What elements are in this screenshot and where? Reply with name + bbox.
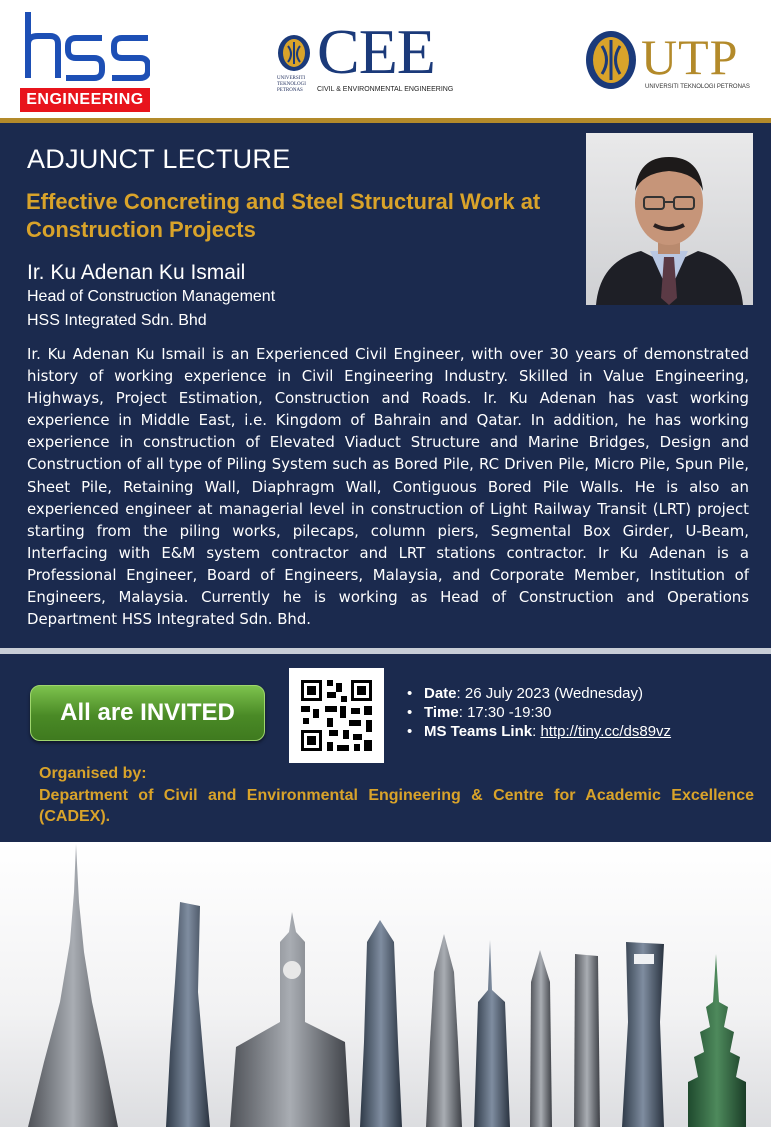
slim-tower-building <box>530 950 552 1127</box>
skyscrapers-illustration <box>0 842 771 1127</box>
event-date: • Date: 26 July 2023 (Wednesday) <box>404 684 671 703</box>
organisers: Department of Civil and Environmental Engineering & Centre for Academic Excellence (CADEX). <box>39 787 754 825</box>
utp-logo <box>585 30 765 92</box>
speaker-name: Ir. Ku Adenan Ku Ismail <box>27 261 246 284</box>
invitation-panel <box>0 654 771 842</box>
all-are-invited-button[interactable]: All are INVITED <box>30 685 265 741</box>
speaker-role: Head of Construction Management <box>27 288 276 305</box>
cee-wordmark: CEE <box>317 16 435 87</box>
hss-wordmark-icon <box>20 6 150 84</box>
burj-khalifa-building <box>28 844 118 1127</box>
wfc-building <box>622 942 664 1127</box>
gold-divider <box>0 118 771 123</box>
lecture-topic: Effective Concreting and Steel Structural Work at Construction Projects <box>26 189 541 242</box>
page-title: ADJUNCT LECTURE <box>27 144 291 174</box>
lotte-tower-building <box>426 934 462 1127</box>
event-time: • Time: 17:30 -19:30 <box>404 703 671 722</box>
hss-engineering-label: ENGINEERING <box>20 88 150 112</box>
shanghai-tower-building <box>166 902 210 1127</box>
one-wtc-building <box>474 940 510 1127</box>
ms-teams-link[interactable]: http://tiny.cc/ds89vz <box>540 723 672 740</box>
ping-an-building <box>360 920 402 1127</box>
speaker-portrait-icon <box>586 133 753 305</box>
clock-tower-building <box>230 912 350 1127</box>
skyline-image <box>0 842 771 1127</box>
event-link: • MS Teams Link: http://tiny.cc/ds89vz <box>404 722 671 741</box>
header <box>0 0 771 118</box>
speaker-photo <box>586 133 753 305</box>
central-park-tower-building <box>574 954 600 1127</box>
cee-logo <box>277 16 457 100</box>
utp-emblem-icon <box>585 30 637 90</box>
organised-by-label: Organised by: <box>39 765 147 782</box>
utp-emblem-icon <box>277 34 311 72</box>
hss-engineering-logo <box>20 6 150 110</box>
cee-subtitle: CIVIL & ENVIRONMENTAL ENGINEERING <box>317 86 454 93</box>
lecture-panel <box>0 118 771 648</box>
speaker-company: HSS Integrated Sdn. Bhd <box>27 312 207 329</box>
speaker-bio: Ir. Ku Adenan Ku Ismail is an Experienced Civil Engineer, with over 30 years of demonstrated history of working experience in Civil Engineering Industry. Skilled in Value Engineering, Highways, Project Estimation, Construction and Roads. Ir. Ku Adenan has vast working experience in Middle East, i.e. Kingdom of Bahrain and Qatar. In addition, he has working experience in construction of Elevated Viaduct Structure and Marine Bridges, Design and Construction of all type of Piling System such as Bored Pile, RC Driven Pile, Micro Pile, Spun Pile, Sheet Pile, Retaining Wall, Diaphragm Wall, Contiguous Bored Pile Walls. He is also an experienced engineer at managerial level in construction of Light Railway Transit (LRT) project starting from the piling works, pilecaps, column piers, Segmental Box Girder, U-Beam, Interfacing with E&M system contractor and LRT stations contractor. Ir Ku Adenan is a Professional Engineer, Board of Engineers, Malaysia, and Corporate Member, Institution of Engineers, Malaysia. Currently he is working as Head of Construction and Operations Department HSS Integrated Sdn. Bhd. <box>27 345 749 629</box>
event-details <box>404 684 671 741</box>
qr-code-icon[interactable] <box>289 668 384 763</box>
utp-wordmark: UTP <box>641 29 739 85</box>
utp-subtitle: UNIVERSITI TEKNOLOGI PETRONAS <box>645 84 750 90</box>
taipei-101-building <box>688 954 746 1127</box>
cee-university-name: UNIVERSITI TEKNOLOGI PETRONAS <box>277 76 306 93</box>
